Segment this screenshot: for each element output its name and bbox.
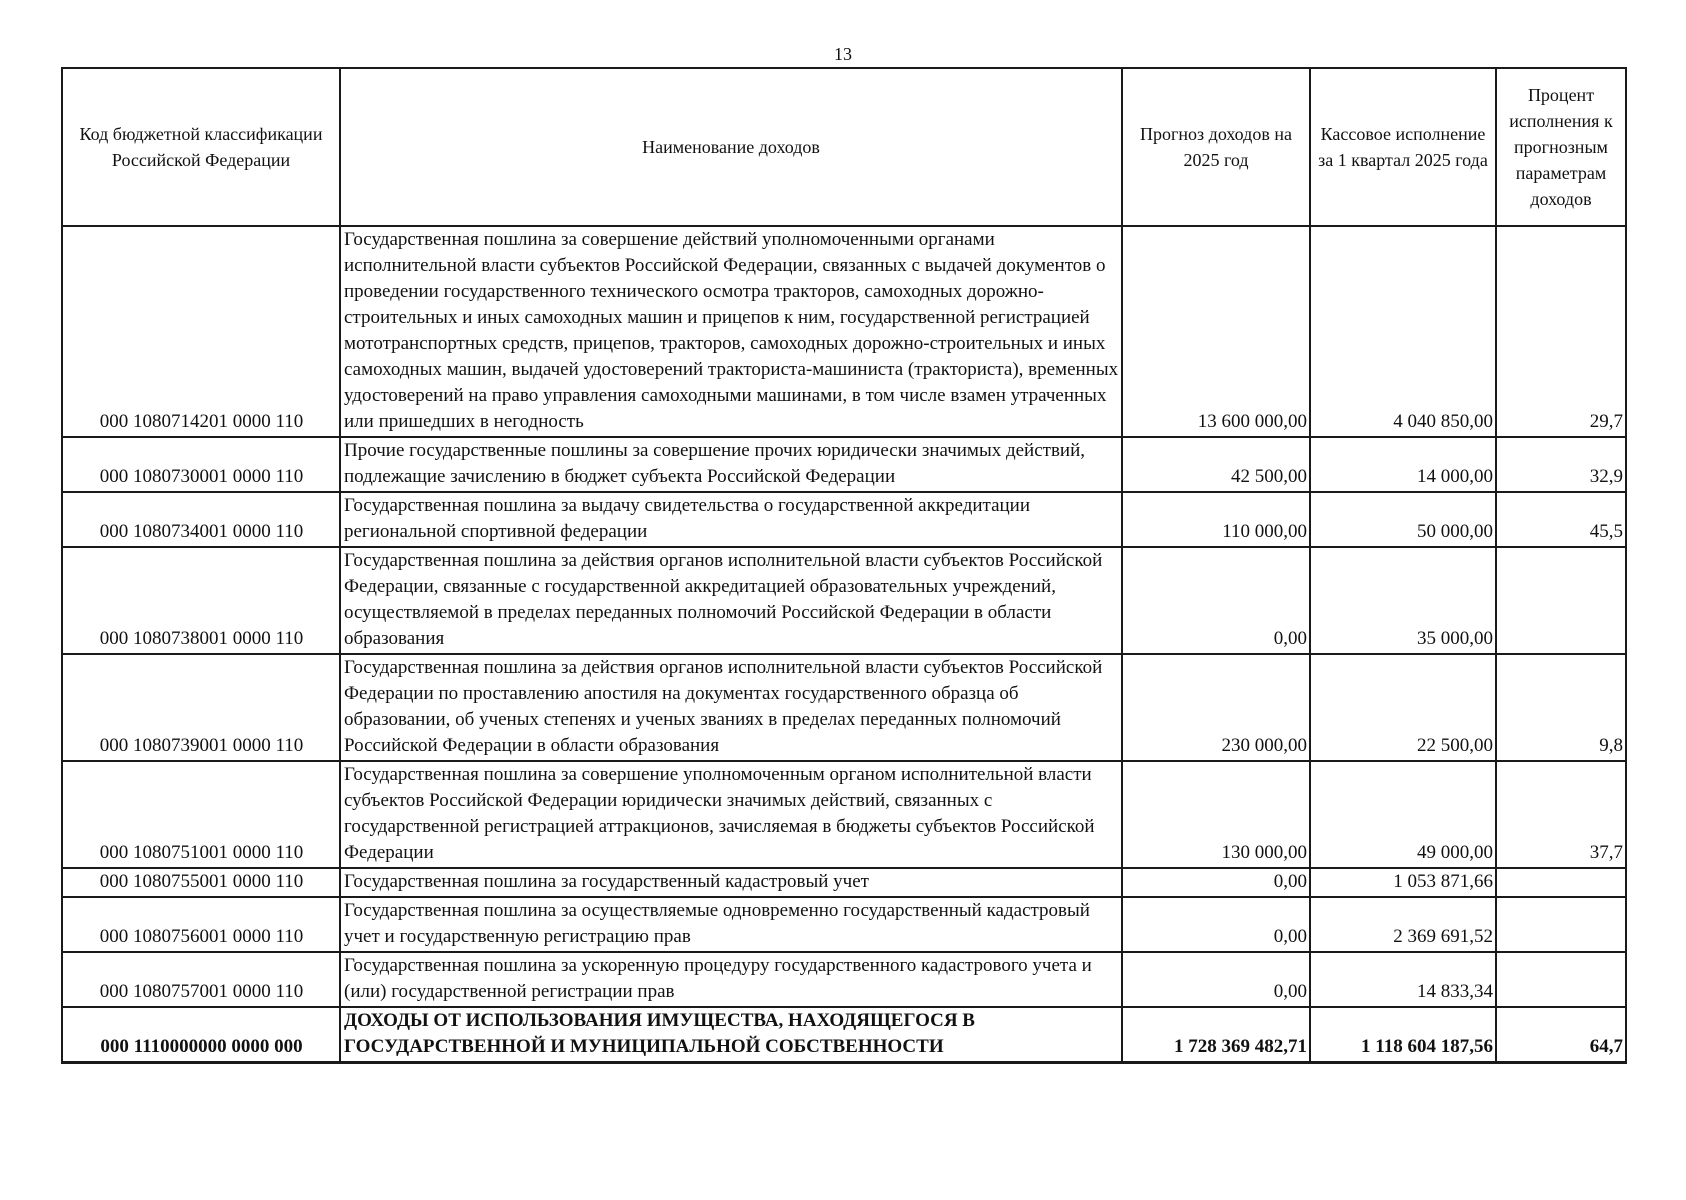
cell-execution: 2 369 691,52 — [1310, 897, 1496, 952]
cell-execution: 14 833,34 — [1310, 952, 1496, 1007]
cell-code: 000 1080739001 0000 110 — [62, 654, 340, 761]
total-code: 000 1110000000 0000 000 — [62, 1007, 340, 1063]
cell-execution: 22 500,00 — [1310, 654, 1496, 761]
cell-forecast: 0,00 — [1122, 952, 1310, 1007]
cell-execution: 14 000,00 — [1310, 437, 1496, 492]
table-row — [62, 761, 1626, 868]
header-execution: Кассовое исполнение за 1 квартал 2025 года — [1310, 68, 1496, 226]
cell-execution: 1 053 871,66 — [1310, 868, 1496, 897]
cell-percent — [1496, 868, 1626, 897]
table-row — [62, 226, 1626, 437]
total-percent: 64,7 — [1496, 1007, 1626, 1063]
cell-forecast: 42 500,00 — [1122, 437, 1310, 492]
cell-name: Государственная пошлина за выдачу свидетельства о государственной аккредитации региональной спортивной федерации — [340, 492, 1122, 547]
header-name: Наименование доходов — [340, 68, 1122, 226]
table-row — [62, 437, 1626, 492]
cell-execution: 35 000,00 — [1310, 547, 1496, 654]
cell-forecast: 13 600 000,00 — [1122, 226, 1310, 437]
cell-name: Государственная пошлина за осуществляемые одновременно государственный кадастровый учет и государственную регистрацию прав — [340, 897, 1122, 952]
cell-forecast: 0,00 — [1122, 897, 1310, 952]
cell-percent — [1496, 952, 1626, 1007]
cell-name: Государственная пошлина за действия органов исполнительной власти субъектов Российской Федерации, связанные с государственной аккредитацией образовательных учреждений, осуществляемой в пределах переданных полномочий Российской Федерации в области образования — [340, 547, 1122, 654]
cell-code: 000 1080734001 0000 110 — [62, 492, 340, 547]
cell-forecast: 0,00 — [1122, 868, 1310, 897]
table-total-row — [62, 1007, 1626, 1063]
cell-percent: 9,8 — [1496, 654, 1626, 761]
cell-percent: 32,9 — [1496, 437, 1626, 492]
total-forecast: 1 728 369 482,71 — [1122, 1007, 1310, 1063]
cell-name: Государственная пошлина за совершение действий уполномоченными органами исполнительной власти субъектов Российской Федерации, связанных с выдачей документов о проведении государственного технического осмотра тракторов, самоходных дорожно-строительных и иных самоходных машин и прицепов к ним, государственной регистрацией мототранспортных средств, прицепов, тракторов, самоходных дорожно-строительных и иных самоходных машин, выдачей удостоверений тракториста-машиниста (тракториста), временных удостоверений на право управления самоходными машинами, в том числе взамен утраченных или пришедших в негодность — [340, 226, 1122, 437]
cell-code: 000 1080714201 0000 110 — [62, 226, 340, 437]
header-forecast: Прогноз доходов на 2025 год — [1122, 68, 1310, 226]
table-row — [62, 654, 1626, 761]
cell-code: 000 1080756001 0000 110 — [62, 897, 340, 952]
cell-execution: 4 040 850,00 — [1310, 226, 1496, 437]
cell-percent — [1496, 897, 1626, 952]
cell-percent: 29,7 — [1496, 226, 1626, 437]
cell-execution: 50 000,00 — [1310, 492, 1496, 547]
table-row — [62, 897, 1626, 952]
cell-percent: 37,7 — [1496, 761, 1626, 868]
cell-name: Прочие государственные пошлины за совершение прочих юридически значимых действий, подлежащие зачислению в бюджет субъекта Российской Федерации — [340, 437, 1122, 492]
cell-name: Государственная пошлина за государственный кадастровый учет — [340, 868, 1122, 897]
total-name: ДОХОДЫ ОТ ИСПОЛЬЗОВАНИЯ ИМУЩЕСТВА, НАХОДЯЩЕГОСЯ В ГОСУДАРСТВЕННОЙ И МУНИЦИПАЛЬНОЙ СОБСТВЕННОСТИ — [340, 1007, 1122, 1063]
cell-execution: 49 000,00 — [1310, 761, 1496, 868]
cell-forecast: 0,00 — [1122, 547, 1310, 654]
cell-forecast: 130 000,00 — [1122, 761, 1310, 868]
table-header-row — [62, 68, 1626, 226]
revenue-table — [61, 67, 1627, 1064]
header-percent: Процент исполнения к прогнозным параметрам доходов — [1496, 68, 1626, 226]
cell-code: 000 1080751001 0000 110 — [62, 761, 340, 868]
table-row — [62, 952, 1626, 1007]
cell-forecast: 230 000,00 — [1122, 654, 1310, 761]
cell-code: 000 1080755001 0000 110 — [62, 868, 340, 897]
cell-code: 000 1080730001 0000 110 — [62, 437, 340, 492]
table-row — [62, 492, 1626, 547]
total-execution: 1 118 604 187,56 — [1310, 1007, 1496, 1063]
cell-percent: 45,5 — [1496, 492, 1626, 547]
cell-name: Государственная пошлина за действия органов исполнительной власти субъектов Российской Федерации по проставлению апостиля на документах государственного образца об образовании, об ученых степенях и ученых званиях в пределах переданных полномочий Российской Федерации в области образования — [340, 654, 1122, 761]
cell-name: Государственная пошлина за совершение уполномоченным органом исполнительной власти субъектов Российской Федерации юридически значимых действий, связанных с государственной регистрацией аттракционов, зачисляемая в бюджеты субъектов Российской Федерации — [340, 761, 1122, 868]
cell-percent — [1496, 547, 1626, 654]
page-number: 13 — [834, 44, 852, 64]
cell-code: 000 1080738001 0000 110 — [62, 547, 340, 654]
cell-code: 000 1080757001 0000 110 — [62, 952, 340, 1007]
header-code: Код бюджетной классификации Российской Федерации — [62, 68, 340, 226]
cell-name: Государственная пошлина за ускоренную процедуру государственного кадастрового учета и (или) государственной регистрации прав — [340, 952, 1122, 1007]
cell-forecast: 110 000,00 — [1122, 492, 1310, 547]
table-row — [62, 868, 1626, 897]
table-row — [62, 547, 1626, 654]
